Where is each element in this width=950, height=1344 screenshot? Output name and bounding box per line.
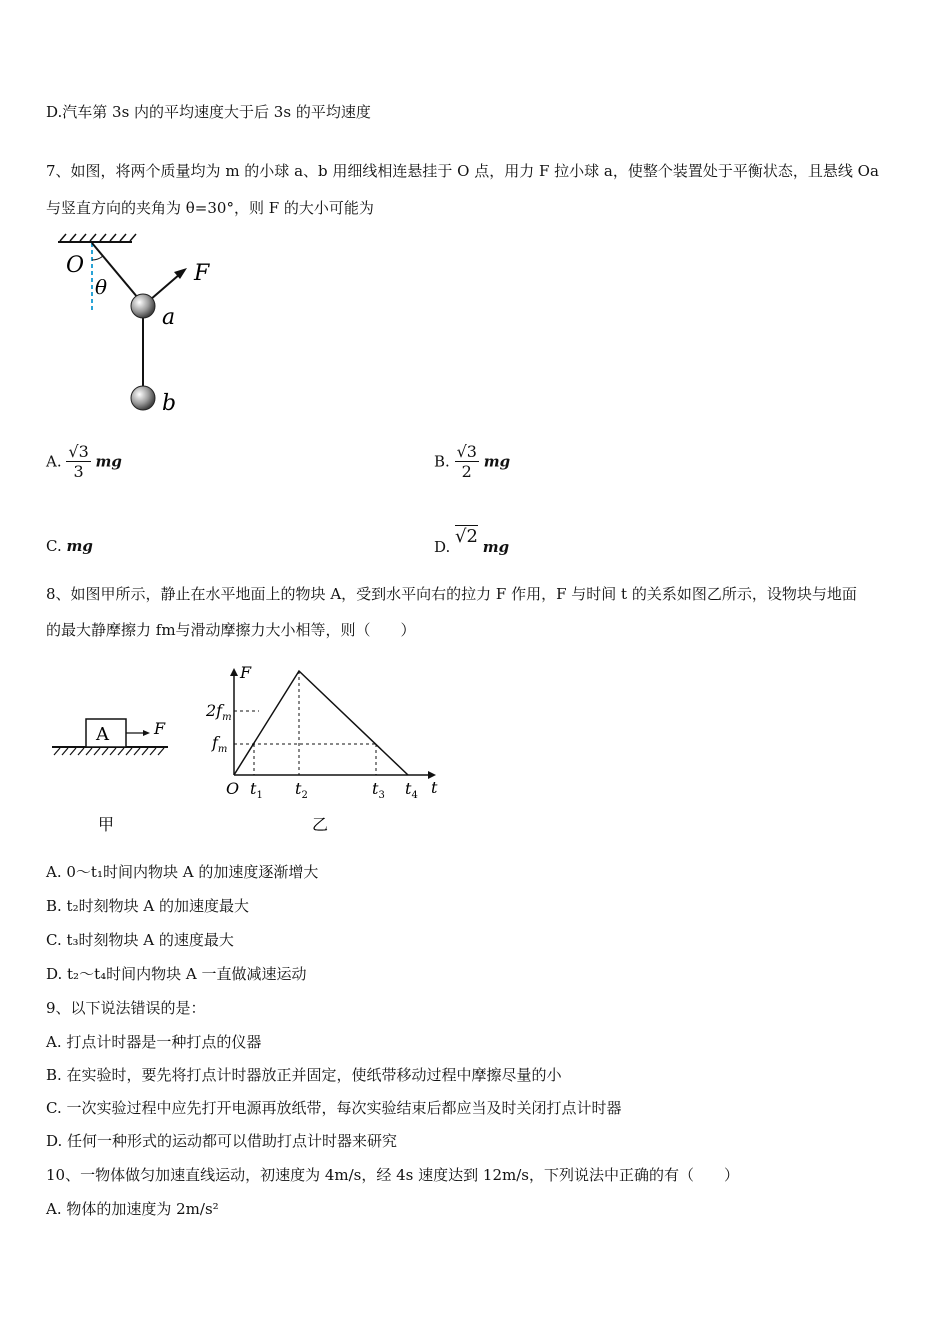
fraction: $\frac{√3}{3}$ [68, 442, 89, 481]
label-theta: θ [95, 275, 108, 299]
ball-b [131, 386, 155, 410]
caption-yi: 乙 [312, 815, 329, 834]
q8-option-a[interactable]: A. 0～t₁时间内物块 A 的加速度逐渐增大 [46, 863, 319, 881]
option-letter: D. [434, 538, 451, 556]
svg-text:fm: $f_m$ [212, 733, 228, 755]
q7-figure [46, 228, 226, 418]
sqrt2: √2 [455, 526, 478, 547]
svg-text:2fm: $2f_m$ [206, 701, 232, 723]
caption-jia: 甲 [98, 815, 115, 834]
svg-text:t: t [431, 778, 438, 797]
q9-option-a[interactable]: A. 打点计时器是一种打点的仪器 [46, 1033, 262, 1051]
q9-option-b[interactable]: B. 在实验时，要先将打点计时器放正并固定，使纸带移动过程中摩擦尽量的小 [46, 1066, 562, 1084]
q8-option-d[interactable]: D. t₂～t₄时间内物块 A 一直做减速运动 [46, 965, 307, 983]
label-a: a [162, 305, 176, 330]
q9-option-c[interactable]: C. 一次实验过程中应先打开电源再放纸带，每次实验结束后都应当及时关闭打点计时器 [46, 1099, 622, 1117]
svg-text:F: F [240, 663, 252, 682]
q9-stem: 9、以下说法错误的是： [46, 999, 206, 1017]
svg-text:F: F [154, 719, 166, 738]
q8-stem-line1: 8、如图甲所示，静止在水平地面上的物块 A，受到水平向右的拉力 F 作用，F 与时间 t 的关系如图乙所示，设物块与地面 [46, 585, 857, 603]
option-letter: B. [434, 452, 450, 471]
q10-stem: 10、一物体做匀加速直线运动，初速度为 4m/s，经 4s 速度达到 12m/s，下列说法中正确的有（ ） [46, 1166, 739, 1184]
option-letter: C. [46, 537, 62, 555]
svg-text:t1: $t_1$ [250, 779, 263, 801]
label-F: F [194, 261, 210, 286]
option-letter: A. [46, 452, 62, 471]
q8-option-b[interactable]: B. t₂时刻物块 A 的加速度最大 [46, 897, 249, 915]
q8-option-c[interactable]: C. t₃时刻物块 A 的速度最大 [46, 931, 234, 949]
q7-option-d[interactable]: D. √2 mg [434, 526, 510, 556]
q8-figure-jia [46, 710, 186, 840]
svg-text:A: A [96, 724, 109, 745]
q7-stem-line1: 7、如图，将两个质量均为 m 的小球 a、b 用细线相连悬挂于 O 点，用力 F 拉小球 a，使整个装置处于平衡状态，且悬线 Oa [46, 162, 879, 180]
q7-stem-line2: 与竖直方向的夹角为 θ=30°，则 F 的大小可能为 [46, 199, 374, 217]
q6-option-d: D.汽车第 3s 内的平均速度大于后 3s 的平均速度 [46, 103, 371, 121]
q9-option-d[interactable]: D. 任何一种形式的运动都可以借助打点计时器来研究 [46, 1132, 398, 1150]
svg-text:t3: $t_3$ [372, 779, 385, 801]
q7-option-b[interactable]: B. $\frac{√3}{2}$ mg [434, 442, 511, 481]
q7-option-a[interactable]: A. $\frac{√3}{3}$ mg [46, 442, 122, 481]
svg-text:t4: $t_4$ [405, 779, 418, 801]
svg-text:t2: $t_2$ [295, 779, 308, 801]
q7-option-c[interactable]: C. mg [46, 537, 93, 555]
q8-figure-yi [200, 660, 450, 840]
ball-a [131, 294, 155, 318]
label-b: b [162, 391, 177, 416]
svg-text:O: O [226, 779, 240, 798]
q10-option-a[interactable]: A. 物体的加速度为 2m/s² [46, 1200, 219, 1218]
label-O: O [66, 253, 85, 278]
q8-stem-line2: 的最大静摩擦力 fm与滑动摩擦力大小相等，则（ ） [46, 621, 416, 639]
fraction: $\frac{√3}{2}$ [456, 442, 477, 481]
